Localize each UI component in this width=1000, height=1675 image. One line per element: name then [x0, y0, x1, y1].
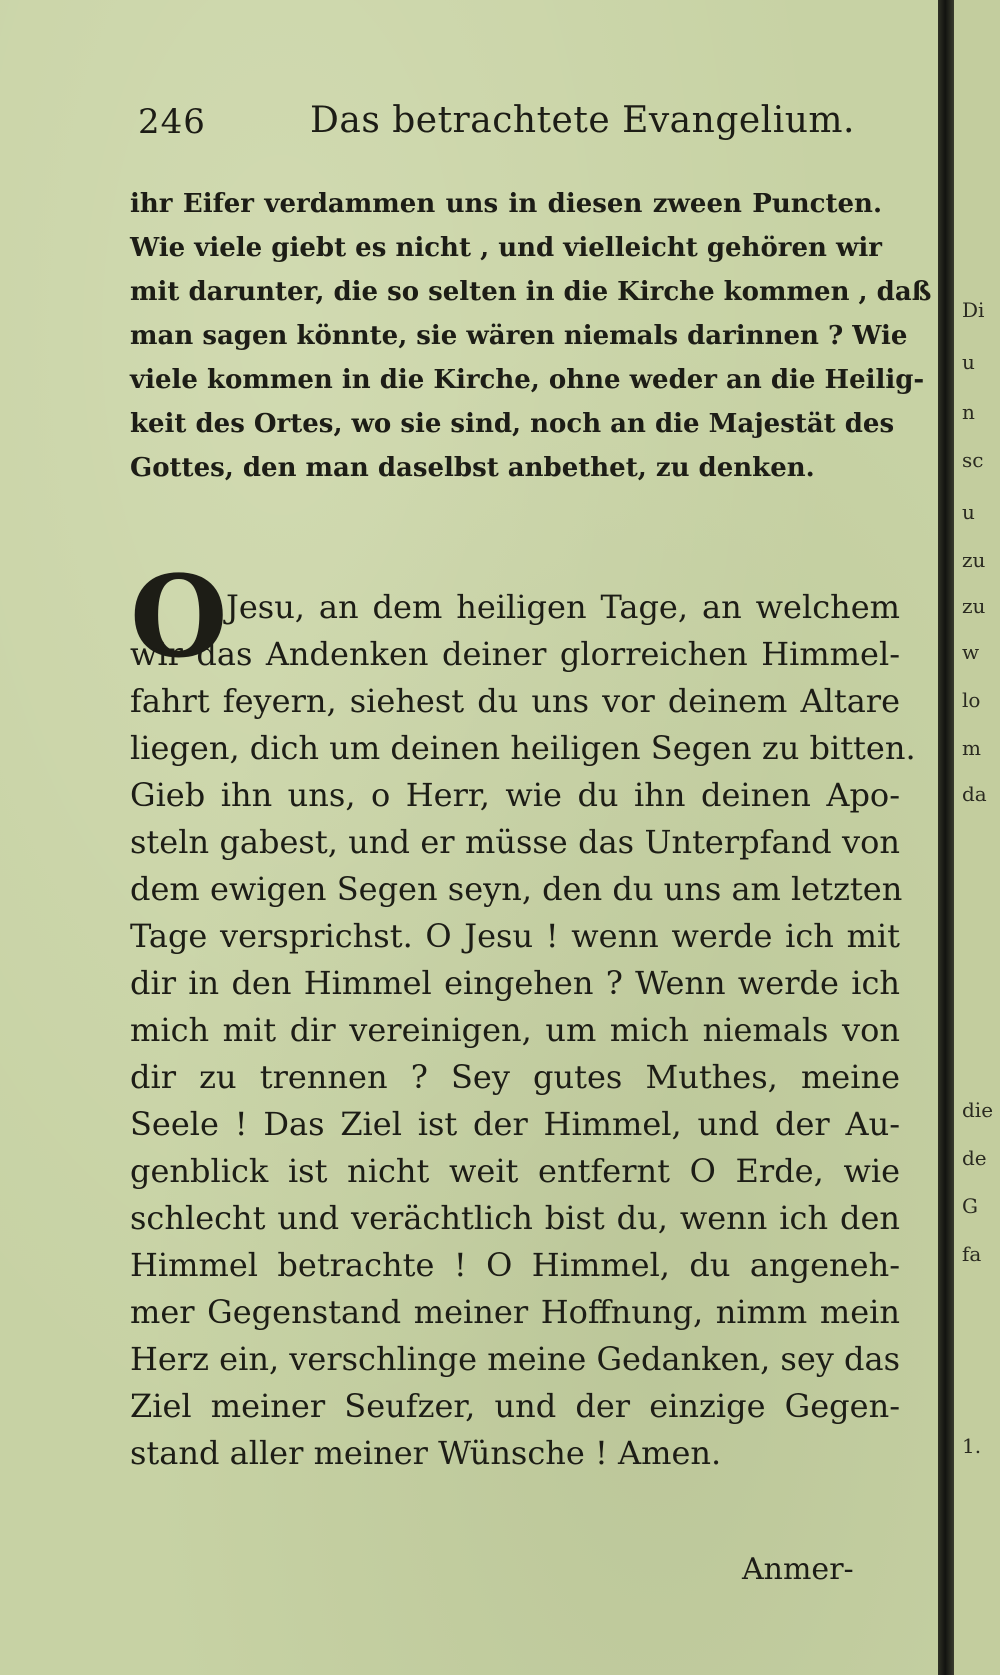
- facing-page-fragment: da: [962, 782, 987, 806]
- catchword: Anmer-: [742, 1552, 854, 1587]
- facing-page-fragment: lo: [962, 688, 981, 712]
- drop-cap-initial: O: [130, 552, 228, 683]
- facing-page-fragment: w: [962, 640, 980, 664]
- prayer-line: dem ewigen Segen seyn, den du uns am letzten: [130, 870, 903, 908]
- prayer-line: Ziel meiner Seufzer, und der einzige Gegen-: [130, 1387, 900, 1425]
- commentary-line: mit darunter, die so selten in die Kirche kommen , daß: [130, 277, 932, 307]
- commentary-line: Gottes, den man daselbst anbethet, zu denken.: [130, 453, 815, 483]
- prayer-line: Seele ! Das Ziel ist der Himmel, und der Au-: [130, 1105, 900, 1143]
- facing-page-edge: [954, 0, 1000, 1675]
- prayer-line: Jesu, an dem heiligen Tage, an welchem: [226, 588, 900, 626]
- facing-page-fragment: u: [962, 350, 975, 374]
- facing-page-fragment: die: [962, 1098, 994, 1122]
- facing-page-fragment: zu: [962, 594, 986, 618]
- prayer-line: genblick ist nicht weit entfernt O Erde, wie: [130, 1152, 900, 1190]
- prayer-text: [130, 584, 916, 1477]
- facing-page-fragment: m: [962, 736, 981, 760]
- running-head: [138, 96, 878, 148]
- prayer-line: dir in den Himmel eingehen ? Wenn werde ich: [130, 964, 900, 1002]
- prayer-line: stand aller meiner Wünsche ! Amen.: [130, 1434, 722, 1472]
- prayer-line: wir das Andenken deiner glorreichen Himmel-: [130, 635, 900, 673]
- prayer-line: schlecht und verächtlich bist du, wenn ich den: [130, 1199, 900, 1237]
- prayer-line: liegen, dich um deinen heiligen Segen zu bitten.: [130, 729, 916, 767]
- facing-page-fragment: n: [962, 400, 975, 424]
- running-title: Das betrachtete Evangelium.: [310, 100, 855, 141]
- prayer-line: Tage versprichst. O Jesu ! wenn werde ich mit: [130, 917, 900, 955]
- prayer-line: fahrt feyern, siehest du uns vor deinem Altare: [130, 682, 900, 720]
- prayer-line: mich mit dir vereinigen, um mich niemals von: [130, 1011, 900, 1049]
- facing-page-fragment: de: [962, 1146, 987, 1170]
- prayer-line: mer Gegenstand meiner Hoffnung, nimm mein: [130, 1293, 900, 1331]
- commentary-line: ihr Eifer verdammen uns in diesen zween Puncten.: [130, 189, 882, 219]
- commentary-paragraph: [130, 182, 932, 490]
- book-gutter: [938, 0, 954, 1675]
- prayer-line: Gieb ihn uns, o Herr, wie du ihn deinen Apo-: [130, 776, 900, 814]
- commentary-line: Wie viele giebt es nicht , und vielleicht gehören wir: [130, 233, 882, 263]
- prayer-line: Himmel betrachte ! O Himmel, du angeneh-: [130, 1246, 900, 1284]
- facing-page-fragment: 1.: [962, 1434, 982, 1458]
- prayer-line: Herz ein, verschlinge meine Gedanken, sey das: [130, 1340, 901, 1378]
- page-number: 246: [138, 102, 206, 142]
- facing-page-fragment: u: [962, 500, 975, 524]
- commentary-line: keit des Ortes, wo sie sind, noch an die Majestät des: [130, 409, 895, 439]
- facing-page-fragment: zu: [962, 548, 986, 572]
- commentary-line: man sagen könnte, sie wären niemals darinnen ? Wie: [130, 321, 908, 351]
- facing-page-fragment: sc: [962, 448, 984, 472]
- facing-page-fragment: Di: [962, 298, 985, 322]
- commentary-line: viele kommen in die Kirche, ohne weder an die Heilig-: [130, 365, 925, 395]
- prayer-line: dir zu trennen ? Sey gutes Muthes, meine: [130, 1058, 900, 1096]
- prayer-line: steln gabest, und er müsse das Unterpfand von: [130, 823, 900, 861]
- facing-page-fragment: G: [962, 1194, 978, 1218]
- facing-page-fragment: fa: [962, 1242, 982, 1266]
